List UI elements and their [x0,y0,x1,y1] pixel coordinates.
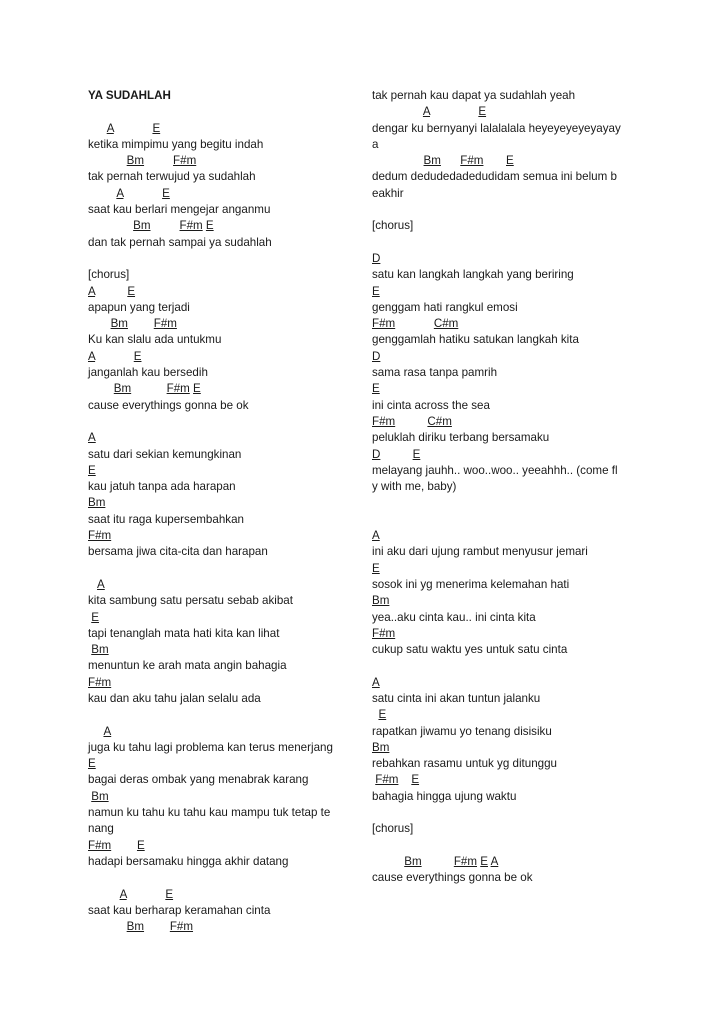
lyric-line: saat kau berlari mengejar anganmu [88,203,271,217]
chord-line [88,789,358,805]
blank-line [88,251,358,267]
lyric-line: kau dan aku tahu jalan selalu ada [88,691,261,705]
chord-line [372,316,642,332]
chord-line [88,186,358,202]
chord-symbol: E [133,349,142,363]
chord-line [372,447,642,463]
chord-symbol: E [88,463,96,477]
lyric-line: ketika mimpimu yang begitu indah [88,137,264,151]
chord-line [372,414,642,430]
chord-line [372,772,642,788]
chord-line [88,284,358,300]
lyric-line: bersama jiwa cita-cita dan harapan [88,545,268,559]
lyric-line: ini cinta across the sea [372,398,490,412]
lyric-line: eakhir [372,186,404,200]
lyric-line: apapun yang terjadi [88,300,190,314]
chord-line [372,349,642,365]
lyric-line: peluklah diriku terbang bersamaku [372,431,550,445]
lyric-line: dan tak pernah sampai ya sudahlah [88,235,272,249]
lyric-line: tak pernah kau dapat ya sudahlah yeah [372,89,576,102]
lyric-line: sama rasa tanpa pamrih [372,366,498,380]
chord-line [372,561,642,577]
lyric-line: cause everythings gonna be ok [372,871,533,885]
lyric-line: kita sambung satu persatu sebab akibat [88,594,293,608]
chord-symbol: F#m [88,838,112,852]
chord-symbol: C#m [427,414,452,428]
lyric-line: sosok ini yg menerima kelemahan hati [372,577,570,591]
lyric-line: dedum dedudedadedudidam semua ini belum b [372,170,617,184]
chord-line [88,528,358,544]
chord-symbol: C#m [433,317,459,331]
lyric-line: dengar ku bernyanyi lalalalala heyeyeyeyeyayay [372,121,621,135]
blank-line [372,658,642,674]
lyric-line: cukup satu waktu yes untuk satu cinta [372,643,568,657]
lyric-line: saat itu raga kupersembahkan [88,512,244,526]
chord-line [372,153,642,169]
chorus-marker: [chorus] [372,822,414,836]
chord-line [372,675,642,691]
blank-line [88,870,358,886]
lyric-line: y with me, baby) [372,480,457,494]
chord-line [372,593,642,609]
chord-line [88,675,358,691]
chord-symbol: Bm [423,154,441,168]
chord-symbol: A [106,121,114,135]
lyric-line: rebahkan rasamu untuk yg ditunggu [372,757,557,771]
chord-line [88,724,358,740]
lyric-line: bahagia hingga ujung waktu [372,789,517,803]
chord-symbol: A [422,105,430,119]
chord-line [88,642,358,658]
chord-symbol: Bm [110,317,128,331]
chord-line [372,740,642,756]
chord-line [88,887,358,903]
lyric-line: rapatkan jiwamu yo tenang disisiku [372,724,552,738]
chord-line [88,121,358,137]
chord-symbol: D [372,251,381,265]
chord-symbol: F#m [372,414,396,428]
chord-symbol: E [411,773,420,787]
chord-symbol: E [205,219,214,233]
chord-symbol: A [119,887,127,901]
chord-line [88,463,358,479]
chord-symbol: E [372,284,380,298]
chord-symbol: E [378,708,387,722]
chord-symbol: A [372,675,380,689]
chord-line [372,251,642,267]
chord-symbol: E [372,382,380,396]
chord-symbol: A [88,349,96,363]
chord-symbol: E [162,186,170,200]
chord-symbol: F#m [372,626,396,640]
chord-symbol: F#m [169,920,194,934]
lyric-line: satu dari sekian kemungkinan [88,447,242,461]
lyric-line: satu cinta ini akan tuntun jalanku [372,691,541,705]
chord-symbol: A [97,577,105,591]
chord-line [88,495,358,511]
chord-symbol: F#m [179,219,203,233]
chord-symbol: A [116,186,124,200]
chord-symbol: Bm [91,643,109,657]
chord-symbol: E [480,854,488,868]
chord-symbol: D [372,447,381,461]
chord-symbol: F#m [453,854,478,868]
chord-symbol: A [88,284,96,298]
chord-line [88,381,358,397]
right-column [372,88,642,887]
chord-symbol: A [103,724,112,738]
lyric-line: hadapi bersamaku hingga akhir datang [88,854,289,868]
chord-line [372,528,642,544]
lyric-line: tak pernah terwujud ya sudahlah [88,170,256,184]
lyric-line: namun ku tahu ku tahu kau mampu tuk tetap te [88,806,331,820]
blank-line [372,235,642,251]
chord-line [88,919,358,935]
blank-line [372,202,642,218]
chord-symbol: E [193,382,201,396]
chord-line [372,626,642,642]
chord-line [88,838,358,854]
chord-line [88,349,358,365]
chord-symbol: Bm [372,594,390,608]
lyric-line: satu kan langkah langkah yang beriring [372,268,574,282]
chord-symbol: Bm [91,789,109,803]
chord-symbol: A [372,529,380,543]
chord-symbol: F#m [166,382,190,396]
chord-symbol: Bm [126,920,145,934]
blank-line [88,104,358,120]
chord-symbol: A [88,431,96,445]
lyric-line: Ku kan slalu ada untukmu [88,333,222,347]
chord-symbol: F#m [372,317,396,331]
chord-symbol: Bm [404,854,422,868]
blank-line [88,561,358,577]
chord-symbol: E [127,284,136,298]
lyric-line: genggamlah hatiku satukan langkah kita [372,333,579,347]
blank-line [88,414,358,430]
blank-line [88,707,358,723]
lyric-line: bagai deras ombak yang menabrak karang [88,773,309,787]
chord-symbol: Bm [372,740,390,754]
chord-symbol: E [165,887,174,901]
lyric-line: ini aku dari ujung rambut menyusur jemari [372,545,588,559]
chord-line [88,218,358,234]
chord-line [88,577,358,593]
chord-symbol: D [372,349,381,363]
chord-symbol: E [478,105,487,119]
lyric-line: nang [88,822,114,836]
chord-line [88,153,358,169]
chord-symbol: F#m [153,317,177,331]
left-column [88,88,358,935]
chord-symbol: F#m [375,773,399,787]
chord-symbol: Bm [126,154,145,168]
chord-symbol: E [88,757,96,771]
blank-line [372,512,642,528]
chord-symbol: A [490,854,499,868]
chord-line [372,381,642,397]
blank-line [372,838,642,854]
chord-symbol: E [136,838,145,852]
chord-line [372,284,642,300]
song-title: YA SUDAHLAH [88,89,171,102]
blank-line [372,495,642,511]
chord-symbol: E [506,154,514,168]
lyric-line: yea..aku cinta kau.. ini cinta kita [372,610,536,624]
chord-line [88,756,358,772]
lyric-line: kau jatuh tanpa ada harapan [88,480,236,494]
chord-line [88,610,358,626]
chord-symbol: Bm [88,496,106,510]
lyric-line: janganlah kau bersedih [88,366,208,380]
chord-symbol: E [91,610,99,624]
lyric-line: saat kau berharap keramahan cinta [88,903,271,917]
chord-line [372,104,642,120]
lyric-line: genggam hati rangkul emosi [372,300,518,314]
chord-line [88,316,358,332]
chord-symbol: F#m [88,529,112,543]
lyric-line: menuntun ke arah mata angin bahagia [88,659,287,673]
lyric-line: juga ku tahu lagi problema kan terus menerjang [88,740,333,754]
chord-symbol: Bm [133,219,151,233]
chord-line [372,707,642,723]
chorus-marker: [chorus] [372,219,414,233]
chord-symbol: F#m [88,675,112,689]
blank-line [372,805,642,821]
chord-symbol: E [412,447,421,461]
lyric-line: tapi tenanglah mata hati kita kan lihat [88,626,280,640]
chorus-marker: [chorus] [88,268,130,282]
chord-line [372,854,642,870]
lyric-line: a [372,137,379,151]
chord-symbol: E [372,561,380,575]
chord-symbol: F#m [460,154,484,168]
chord-symbol: E [152,121,161,135]
chord-symbol: F#m [173,154,197,168]
chord-line [88,430,358,446]
lyric-line: cause everythings gonna be ok [88,398,249,412]
chord-symbol: Bm [113,382,132,396]
lyric-line: melayang jauhh.. woo..woo.. yeeahhh.. (come fl [372,463,618,477]
